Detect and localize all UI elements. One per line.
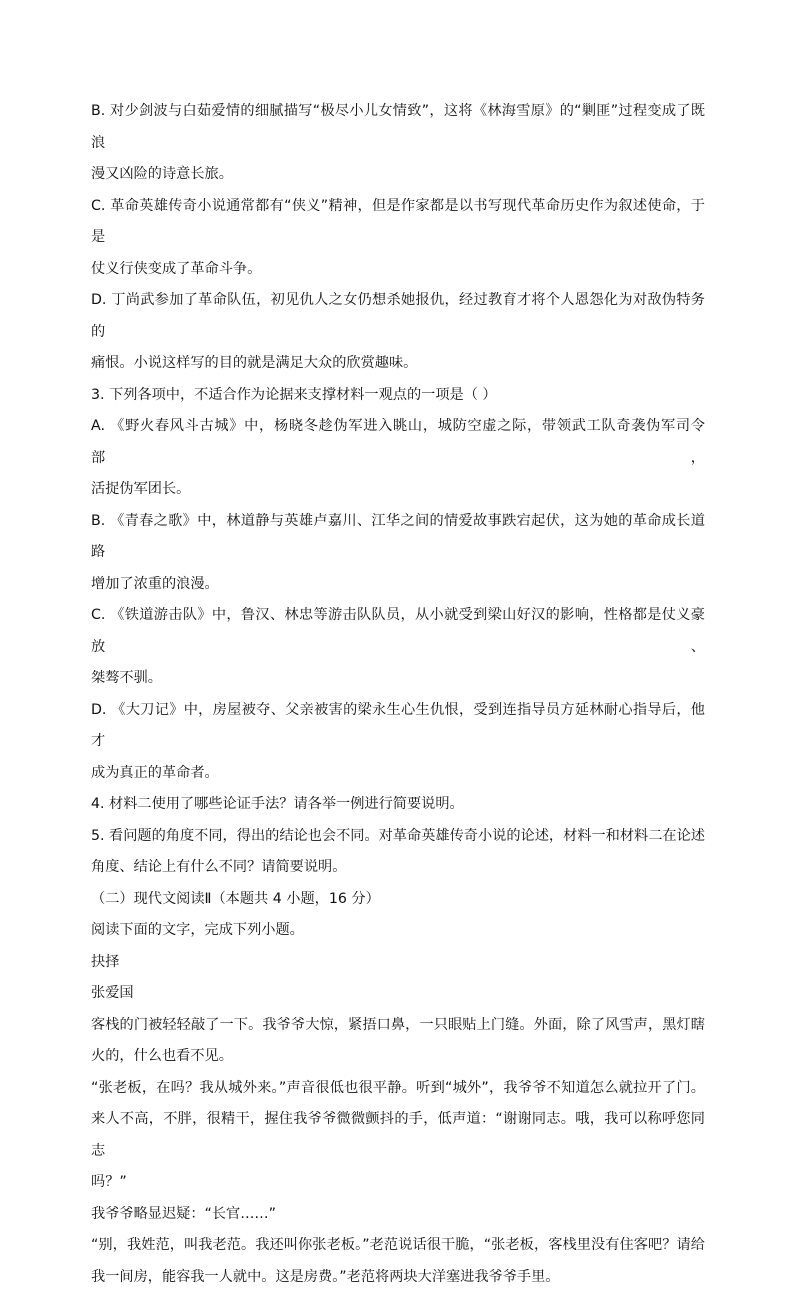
q3-option-c-line-2: 桀骜不驯。 xyxy=(91,663,705,695)
story-para-5-line-2: 我一间房，能容我一人就中。这是房费。”老范将两块大洋塞进我爷爷手里。 xyxy=(91,1262,705,1293)
section-heading: （二）现代文阅读Ⅱ（本题共 4 小题，16 分） xyxy=(91,884,705,916)
q3-option-b-line-1: B. 《青春之歌》中，林道静与英雄卢嘉川、江华之间的情爱故事跌宕起伏，这为她的革命成长道路 xyxy=(91,506,705,569)
reading-instruction: 阅读下面的文字，完成下列小题。 xyxy=(91,915,705,947)
story-para-3-line-1: 来人不高，不胖，很精干，握住我爷爷微微颤抖的手，低声道：“谢谢同志。哦，我可以称呼您同志 xyxy=(91,1104,705,1167)
option-b-line-2: 漫又凶险的诗意长旅。 xyxy=(91,159,705,191)
option-d-line-2: 痛恨。小说这样写的目的就是满足大众的欣赏趣味。 xyxy=(91,348,705,380)
question-5-line-2: 角度、结论上有什么不同？请简要说明。 xyxy=(91,852,705,884)
story-para-3-line-2: 吗？” xyxy=(91,1167,705,1199)
story-para-4: 我爷爷略显迟疑：“长官……” xyxy=(91,1199,705,1231)
option-c-line-2: 仗义行侠变成了革命斗争。 xyxy=(91,254,705,286)
story-para-1-line-1: 客栈的门被轻轻敲了一下。我爷爷大惊，紧捂口鼻，一只眼贴上门缝。外面，除了风雪声，黑灯瞎 xyxy=(91,1010,705,1042)
q3-option-a-line-2: 活捉伪军团长。 xyxy=(91,474,705,506)
question-3: 3. 下列各项中，不适合作为论据来支撑材料一观点的一项是（ ） xyxy=(91,380,705,412)
option-c-line-1: C. 革命英雄传奇小说通常都有“侠义”精神，但是作家都是以书写现代革命历史作为叙述使命，于是 xyxy=(91,191,705,254)
question-4: 4. 材料二使用了哪些论证手法？请各举一例进行简要说明。 xyxy=(91,789,705,821)
q3-option-a-line-1: A. 《野火春风斗古城》中，杨晓冬趁伪军进入眺山，城防空虚之际，带领武工队奇袭伪军司令部， xyxy=(91,411,705,474)
q3-option-d-line-1: D. 《大刀记》中，房屋被夺、父亲被害的梁永生心生仇恨，受到连指导员方延林耐心指导后，他才 xyxy=(91,695,705,758)
story-title: 抉择 xyxy=(91,947,705,979)
story-para-1-line-2: 火的，什么也看不见。 xyxy=(91,1041,705,1073)
story-para-2: “张老板，在吗？我从城外来。”声音很低也很平静。听到“城外”，我爷爷不知道怎么就拉开了门。 xyxy=(91,1073,705,1105)
question-5-line-1: 5. 看问题的角度不同，得出的结论也会不同。对革命英雄传奇小说的论述，材料一和材料二在论述 xyxy=(91,821,705,853)
q3-option-c-line-1: C. 《铁道游击队》中，鲁汉、林忠等游击队队员，从小就受到梁山好汉的影响，性格都是仗义豪放、 xyxy=(91,600,705,663)
story-author: 张爱国 xyxy=(91,978,705,1010)
option-d-line-1: D. 丁尚武参加了革命队伍，初见仇人之女仍想杀她报仇，经过教育才将个人恩怨化为对敌伪特务的 xyxy=(91,285,705,348)
document-body xyxy=(91,96,705,1293)
option-b-line-1: B. 对少剑波与白茹爱情的细腻描写“极尽小儿女情致”，这将《林海雪原》的“剿匪”过程变成了既浪 xyxy=(91,96,705,159)
story-para-5-line-1: “别，我姓范，叫我老范。我还叫你张老板。”老范说话很干脆，“张老板，客栈里没有住客吧？请给 xyxy=(91,1230,705,1262)
q3-option-b-line-2: 增加了浓重的浪漫。 xyxy=(91,569,705,601)
q3-option-d-line-2: 成为真正的革命者。 xyxy=(91,758,705,790)
